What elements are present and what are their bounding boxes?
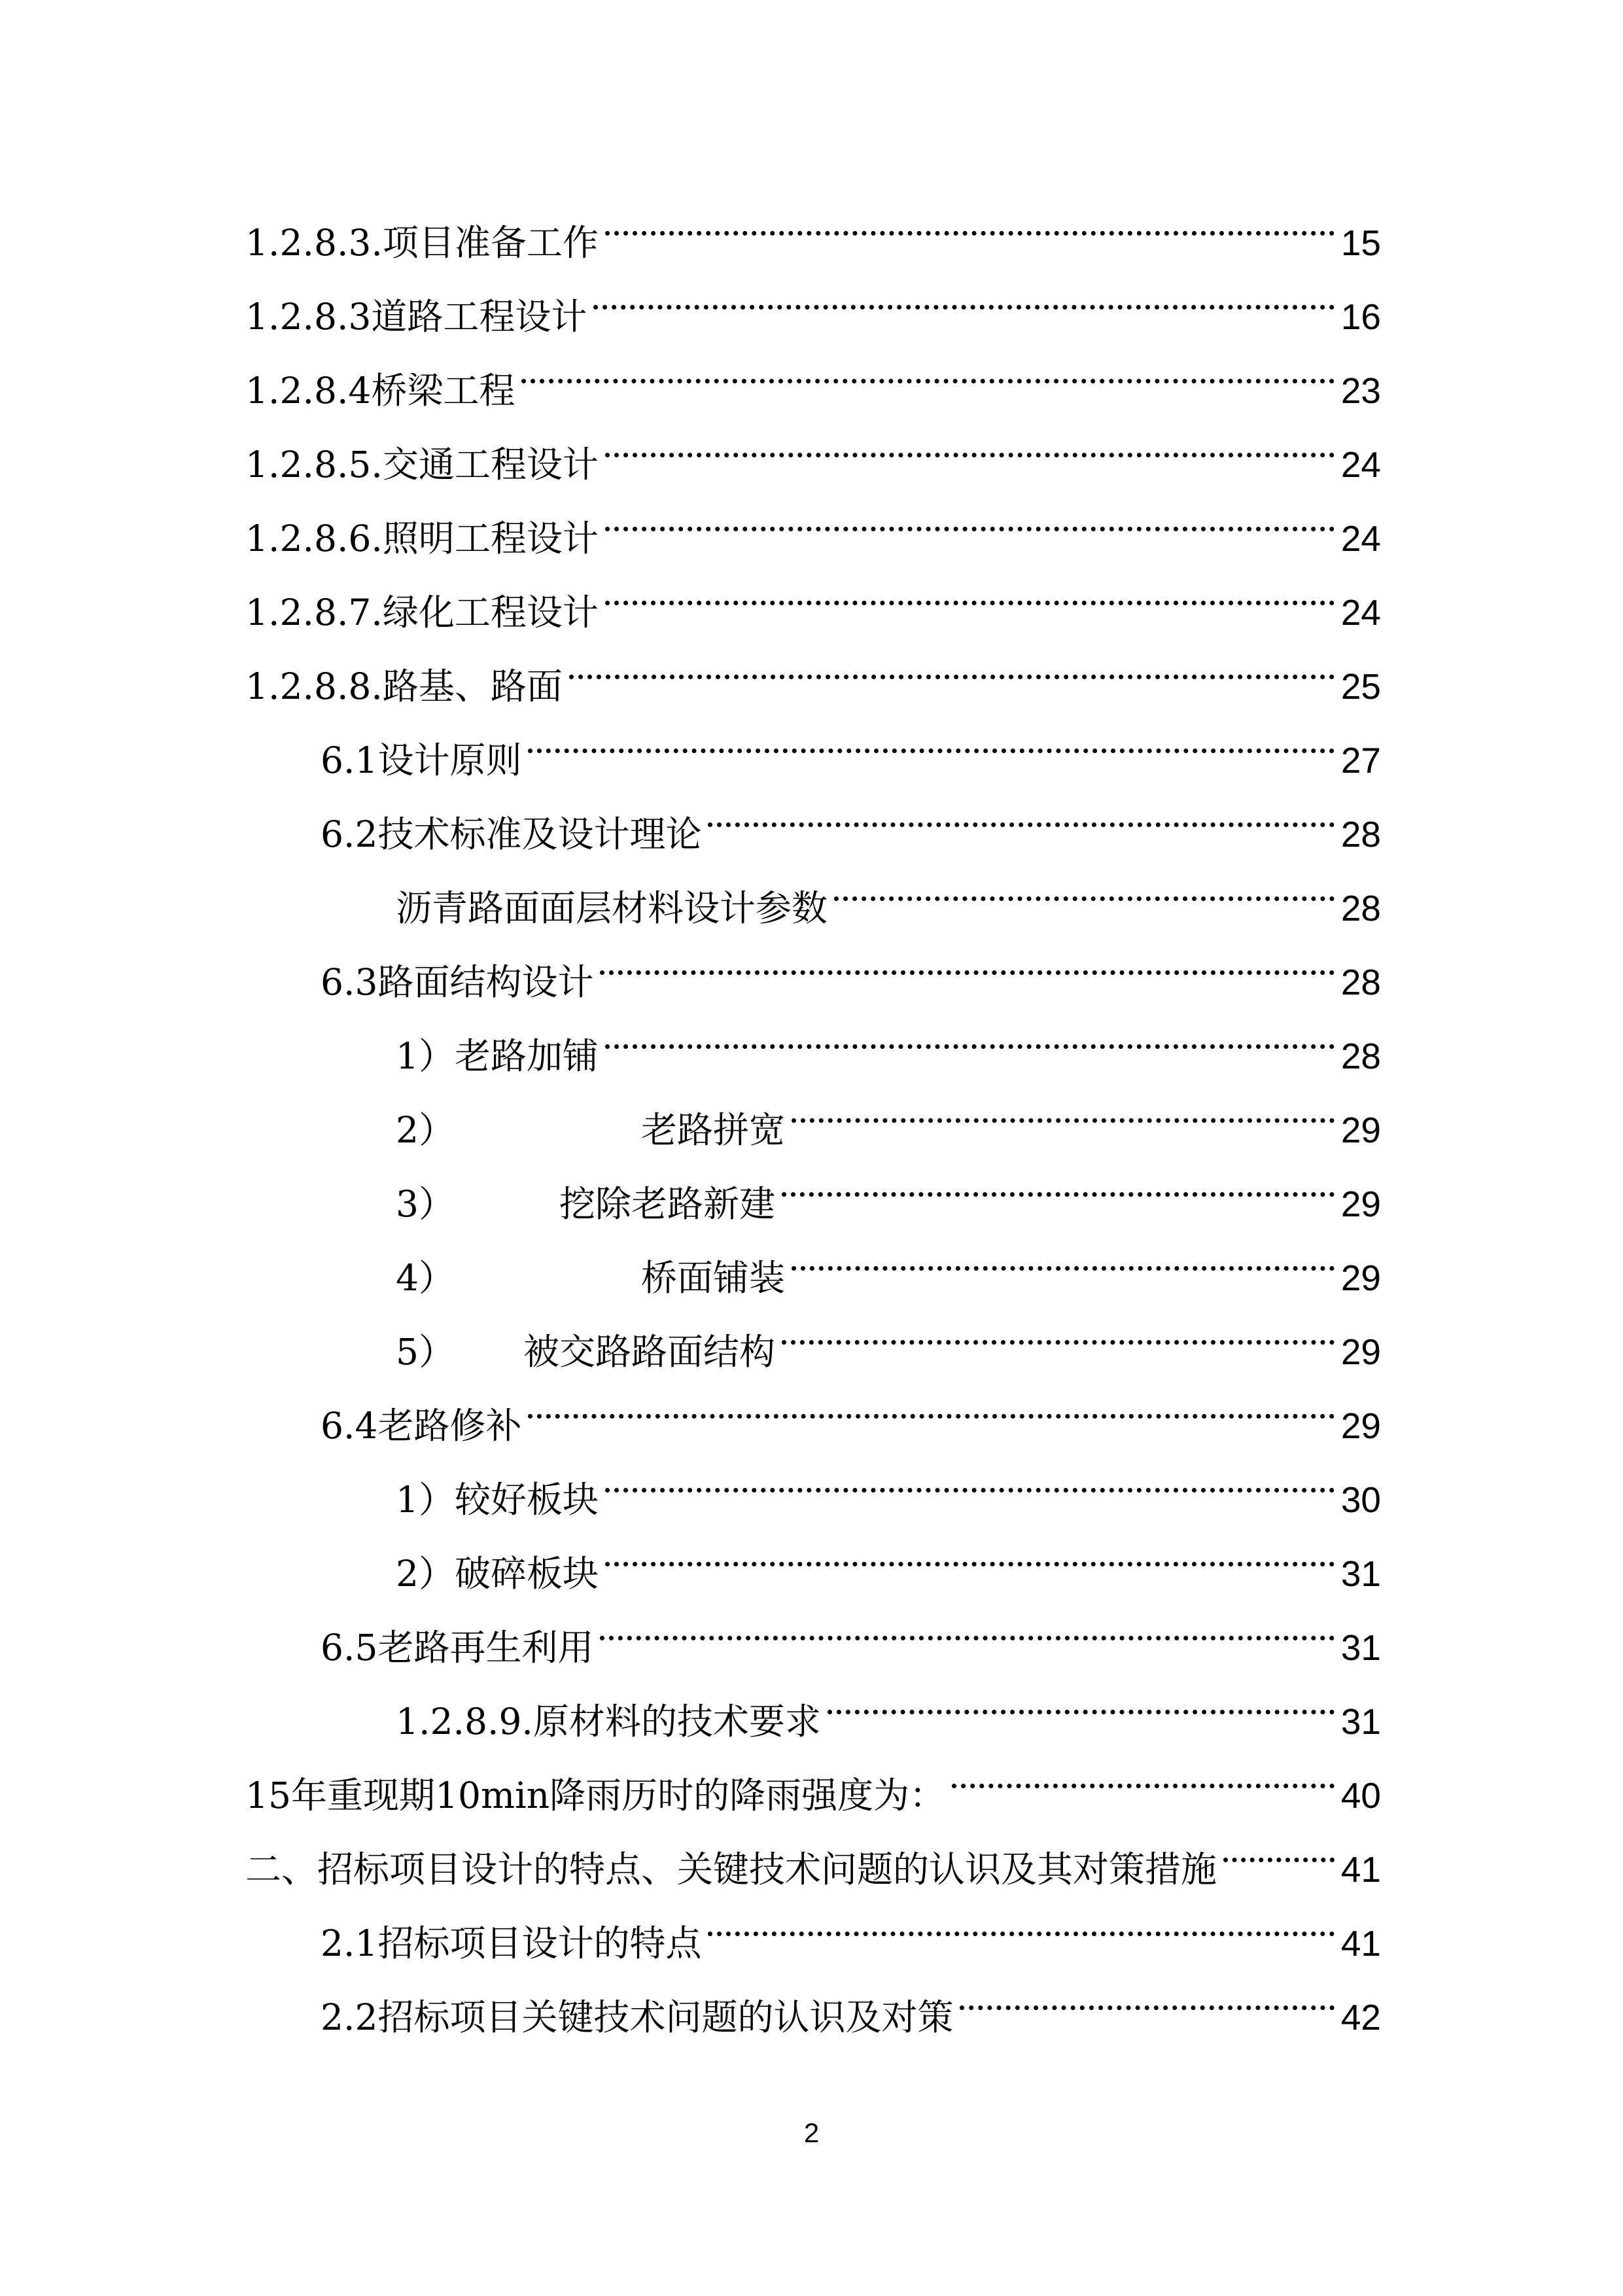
toc-leader-dots: [521, 338, 1334, 403]
toc-entry-title: 15年重现期10min降雨历时的降雨强度为：: [245, 1775, 946, 1816]
toc-entry-title: 沥青路面面层材料设计参数: [396, 887, 828, 929]
toc-entry-title: 1.2.8.7.绿化工程设计: [245, 592, 599, 633]
toc-entry[interactable]: [321, 707, 1381, 781]
toc-entry[interactable]: [396, 1669, 1381, 1742]
toc-entry-title: 1.2.8.5.交通工程设计: [245, 444, 599, 486]
toc-leader-dots: [528, 1373, 1334, 1438]
toc-entry-title: 挖除老路新建: [559, 1183, 776, 1225]
toc-entry-page: 30: [1340, 1479, 1381, 1520]
toc-entry-title: 1）老路加铺: [396, 1035, 599, 1077]
toc-entry-page: 29: [1340, 1405, 1381, 1446]
toc-entry-title: 二、招标项目设计的特点、关键技术问题的认识及其对策措施: [245, 1848, 1217, 1890]
toc-entry[interactable]: [396, 1225, 1381, 1299]
toc-entry-page: 16: [1340, 296, 1381, 337]
toc-leader-dots: [605, 412, 1335, 477]
toc-entry-page: 28: [1340, 814, 1381, 855]
toc-entry-marker: 5）: [396, 1331, 455, 1373]
toc-entry-title: 1.2.8.3.项目准备工作: [245, 222, 599, 264]
toc-entry-page: 27: [1340, 740, 1381, 781]
toc-entry[interactable]: [396, 1077, 1381, 1151]
toc-entry-marker: 2）: [396, 1109, 455, 1151]
toc-leader-dots: [605, 559, 1335, 625]
toc-leader-dots: [605, 486, 1335, 551]
toc-entry-page: 40: [1340, 1775, 1381, 1816]
toc-entry[interactable]: [245, 559, 1381, 633]
toc-leader-dots: [952, 1742, 1335, 1808]
toc-entry-title: 1.2.8.8.路基、路面: [245, 665, 563, 707]
toc-entry-page: 29: [1340, 1332, 1381, 1372]
toc-entry-page: 29: [1340, 1110, 1381, 1150]
toc-entry[interactable]: [245, 1742, 1381, 1816]
toc-leader-dots: [708, 1890, 1334, 1956]
toc-entry-page: 42: [1340, 1997, 1381, 2038]
toc-leader-dots: [528, 707, 1334, 773]
toc-entry[interactable]: [396, 1299, 1381, 1373]
toc-entry-title: 6.1设计原则: [321, 739, 522, 781]
toc-entry-title: 1.2.8.6.照明工程设计: [245, 518, 599, 559]
toc-entry-page: 31: [1340, 1627, 1381, 1668]
toc-entry-page: 31: [1340, 1701, 1381, 1742]
toc-entry-title: 6.5老路再生利用: [321, 1627, 594, 1669]
toc-entry-page: 41: [1340, 1849, 1381, 1890]
toc-entry[interactable]: [396, 1521, 1381, 1595]
toc-entry-page: 31: [1340, 1553, 1381, 1594]
toc-entry[interactable]: [245, 338, 1381, 412]
toc-entry-page: 25: [1340, 666, 1381, 707]
toc-entry[interactable]: [321, 1595, 1381, 1669]
toc-entry-title: 1.2.8.4桥梁工程: [245, 370, 515, 412]
toc-leader-dots: [782, 1299, 1335, 1364]
toc-entry-page: 24: [1340, 518, 1381, 559]
toc-leader-dots: [1223, 1816, 1335, 1882]
toc-entry-title: 2.2招标项目关键技术问题的认识及对策: [321, 1996, 954, 2038]
toc-entry[interactable]: [396, 1003, 1381, 1077]
toc-entry-marker: 3）: [396, 1183, 455, 1225]
toc-leader-dots: [605, 1521, 1335, 1586]
toc-leader-dots: [834, 855, 1335, 921]
toc-entry[interactable]: [245, 486, 1381, 559]
toc-entry[interactable]: [321, 1890, 1381, 1964]
toc-entry[interactable]: [321, 1964, 1381, 2038]
toc-entry-page: 28: [1340, 888, 1381, 928]
toc-leader-dots: [792, 1225, 1335, 1290]
toc-entry-title: 1.2.8.9.原材料的技术要求: [396, 1701, 821, 1742]
toc-leader-dots: [600, 1595, 1334, 1660]
toc-entry-title: 1.2.8.3道路工程设计: [245, 296, 587, 338]
page-number: 2: [803, 2117, 820, 2148]
toc-leader-dots: [782, 1151, 1335, 1216]
toc-leader-dots: [605, 1447, 1335, 1512]
toc-entry-title: 2）破碎板块: [396, 1553, 599, 1595]
toc-entry[interactable]: [245, 1816, 1381, 1890]
toc-entry-title: 桥面铺装: [641, 1257, 786, 1299]
toc-entry-page: 28: [1340, 962, 1381, 1002]
toc-entry-title: 6.4老路修补: [321, 1405, 522, 1447]
toc-leader-dots: [600, 929, 1334, 995]
toc-leader-dots: [569, 633, 1335, 699]
toc-entry-title: 1）较好板块: [396, 1479, 599, 1521]
toc-entry-page: 41: [1340, 1923, 1381, 1964]
toc-entry[interactable]: [396, 1151, 1381, 1225]
toc-entry-page: 29: [1340, 1184, 1381, 1224]
toc-entry[interactable]: [321, 929, 1381, 1003]
toc-leader-dots: [605, 190, 1335, 255]
toc-leader-dots: [593, 264, 1334, 329]
toc-leader-dots: [708, 781, 1334, 847]
toc-entry[interactable]: [321, 781, 1381, 855]
toc-leader-dots: [605, 1003, 1335, 1069]
toc-entry-marker: 4）: [396, 1257, 455, 1299]
toc-entry-page: 24: [1340, 444, 1381, 485]
toc-entry[interactable]: [245, 190, 1381, 264]
toc-entry-title: 6.2技术标准及设计理论: [321, 813, 702, 855]
toc-entry[interactable]: [245, 264, 1381, 338]
toc-entry[interactable]: [245, 412, 1381, 486]
toc-entry-title: 6.3路面结构设计: [321, 961, 594, 1003]
toc-entry[interactable]: [396, 1447, 1381, 1521]
toc-entry-page: 24: [1340, 592, 1381, 633]
toc-entry-page: 23: [1340, 370, 1381, 411]
toc-entry[interactable]: [396, 855, 1381, 929]
toc-entry[interactable]: [245, 633, 1381, 707]
toc-entry-page: 29: [1340, 1258, 1381, 1298]
toc-leader-dots: [960, 1964, 1334, 2030]
toc-entry-title: 老路拼宽: [641, 1109, 786, 1151]
toc-entry-page: 15: [1340, 222, 1381, 263]
toc-entry-page: 28: [1340, 1036, 1381, 1076]
toc-entry-title: 2.1招标项目设计的特点: [321, 1922, 702, 1964]
toc-leader-dots: [828, 1669, 1335, 1734]
toc-entry[interactable]: [321, 1373, 1381, 1447]
toc-leader-dots: [792, 1077, 1335, 1142]
toc-entry-title: 被交路路面结构: [523, 1331, 776, 1373]
